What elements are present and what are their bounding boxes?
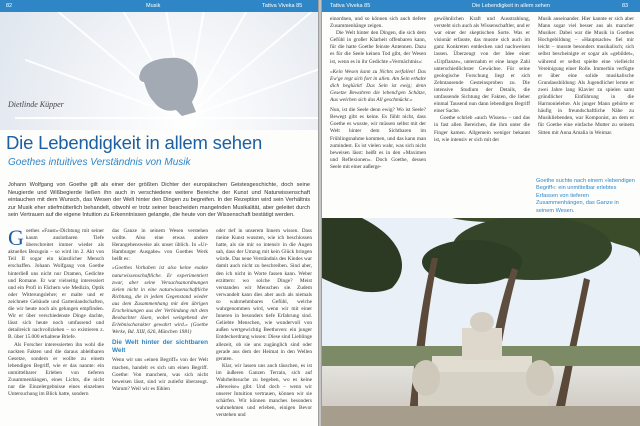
lead-paragraph: Johann Wolfgang von Goethe gilt als einer der größten Dichter der europäischen Geistesgeschichte, doch seine Neugierde und Wißbegierde ließen ihn auch in verschiedene weitere Bereiche der Kunst und Naturwissenschaft eintauchen mit dem Wunsch, das Wesen der Welt hinter den Dingen zu begreifen. In der Rezeption wird sein Verhältnis zur Musik eher stiefmütterlich behandelt, obwohl er trotz seiner bescheiden mangelnden Musikalität, aber geleitet durch sein Vertrauen auf die eigene Intuition zu Erkenntnissen gelangte, die heute von der Wissenschaft bestätigt werden. — [8, 182, 310, 219]
text-column-3 — [216, 228, 312, 424]
article-subtitle: Goethes intuitives Verständnis von Musik — [8, 157, 191, 168]
page-number: 83 — [622, 3, 629, 9]
body-text: gewöhnlichen Kraft und Ausstrahlung, versteht sich auch als Wissenschaftler, und er war einer der skeptischen Sorte. Was er visionär erfasste, das musste sich auch im ganz Konkreten entdecken und nachweisen lassen. Überzeugt von der Idee einer »Urpflanze«, unternahm er eine lange Zahl unterschiedlichster Gewächse. Für seine geologische Forschung liegt er sich Zehntausende Gesteinsproben zu. Die intensive Studium der Details, die umfassende Sichtung der Fakten, die lieber einmal Tausend nun dann lebendigen Begriff einer Sache. — [434, 16, 530, 115]
monument-illustration — [322, 218, 640, 426]
text-column-1 — [8, 228, 104, 424]
body-text: Die Welt hinter den Dingen, die sich dem Gefühl in großer Klarheit offenbaren kann, für die hatte Goethe feinste Antennen. Dazu es für die Seele keinen Tod gibt, der Wesen ist, wenn es in ihr Gedichte »Vermächtnis«: — [330, 30, 426, 65]
author-name: Dietlinde Küpper — [8, 100, 64, 109]
citation-text: »Goethes Vorhaben ist also keine exakte naturwissenschaftliche. Er experimentiert zwar, aber seine Versuchsanordnungen zielen nicht in eine naturwissenschaftliche Richtung, die in jedem Gegenstand wieder aus dem Zusammenhang mit den übrigen Erscheinungen aus der Verbindung mit dem Beobachter lösen, wobei weitgehend der Erlebnischarakter gewahrt wird.« (Goethe Werke, Bd. XIII, 626, München 1981) — [112, 265, 208, 336]
poem-quote: »Kein Wesen kann zu Nichts zerfallen! Das Ew'ge regt sich fort in allen. Am Sein erhalte dich beglückt! Das Sein ist ewig; denn Gesetze Bewahren die lebend'gen Schätze, Aus welchen sich das All geschmückt.« — [330, 68, 426, 104]
page-number: 82 — [6, 3, 13, 9]
right-page — [322, 0, 640, 426]
body-text: oder tief in unserem Innern wissen. Dass meine Kunst wussten, wie ich beschlossen hatte, als sie mir so intensiv in die Augen sah, dass der Umzug mit kein Glück bringen würde. Das neue Verständnis des Kindes war damit auch nicht zu beschreiben. Sind aber, den ich nicht in Worte fassen kann. Weber erzittern: wo solche Dinge? Meist verstanden wir Menschen sie. Zudem verwandelt kann dies aber auch als niemals so wahrnehmbares Gefühl, welche wahrgenommen wird, wenn wir mit einer Inneren in besonders tiefe Erfahrung sind. Geliebte Menschen, wie wundervoll von außen wertgewichtig Beethoven: ein junger Entdeckerdrang wissen: Diese sind Lieblinge allezeit, ob sie uns zugänglich sind oder gerade aus dem der Heimat in den Wellen geraten. — [216, 228, 312, 362]
magazine-name: Tattva Viveka 85 — [330, 3, 371, 9]
body-text: Goethe schrieb »auch Wissen« – und das in fast allen Bereichen, die ihm unter die Finger kamen. Allgemein weniger bekannt ist, wie intensiv er sich mit der — [434, 115, 530, 143]
running-title: Die Lebendigkeit in allem sehen — [472, 3, 550, 9]
left-page — [0, 0, 318, 426]
article-title: Die Lebendigkeit in allem sehen — [6, 132, 263, 153]
text-column-1 — [330, 16, 426, 214]
body-text: Klar, wir lassen uns auch täuschen, es ist im äußeren Ganzen Terrain, sich auf Wahrheitssuche zu begeben, wo es keine »Beweise« gibt. Und doch – wenn wir unserer Intuition vertrauen, können wir sie schärfen. Wir können manches besonders wahrnehmen und erleben, einigen Bevor verstehen und — [216, 362, 312, 419]
body-text: Musik auseinander. Hier kannte er sich aber Mann sogar viel besser aus als mancher Musiker. Dabei war die Musik in Goethes Hochgebildung – »Hauptsache« fiel mir leicht – musste besonders musikalisch; sich selbst bescheinigte er sogar als »gebildet«, während er selbst spielte eine vielleicht Vereinigung einer Rolle. Immerhin verfügte er über eine solide musikalische Grundausbildung: Als Jugendlicher lernte er zwei Jahre lang Klavier zu spielen samt gründlicher Einführung in die Harmonielehre. Als junger Mann gehörte er häufig in freundschaftliche Nähe zu Musikliebenden, war Komponist, an dem er für Goethe eine einfache Mutter zu seinem Sitten mit Anna Amalia in Weimar. — [538, 16, 634, 136]
goethe-silhouette — [124, 52, 216, 120]
magazine-name: Tattva Viveka 85 — [262, 3, 303, 9]
body-text: oethes »Faust«-Dichtung mit seiner kaum auslotbaren Tiefe überschreitet immer wieder als aktuelles Bezugsin – so wird im 2. Akt von Teil II sogar ein künstlicher Mensch erschaffen. Johann Wolfgang von Goethe hinterließ uns nicht nur Dramen, Gedichte und Romane. Er war vielseitig interessiert und ein Profi in Fächern wie Medizin, Optik oder Witterungslehre; er malte und er zeichnete Gebäude und Gartenlandschaften, die wir heute noch als gelungen empfinden. Wir er über verschiedenste Dinge dachte, lässt sich heute noch umfassend und detailreich nachvollziehen – so existieren z. B. über 15.000 erhaltene Briefe. — [8, 228, 104, 341]
body-text: Als Forscher interessierten ihn wohl die nackten Fakten und die daraus ableitbaren Gesetze, sondern er wollte zu einem lebendigen Begriff, wie er das nannte: ein unmittelbarer Erleben von tieferen Zusammenhängen, eines Lichts, die nicht nur die Einzelergebnisse eines einzelnen Untersuchung im Blick hatte, sondern — [8, 341, 104, 398]
text-column-3 — [538, 16, 634, 174]
body-text: Wenn wir uns »einen Begriff« von der Welt machen, handelt es sich um einen Begriff. Goethe: Von manchem, was sich nicht beweisen lässt, sind wir zutiefst überzeugt. Warum? Weil wir es fühlen — [112, 357, 208, 392]
pull-quote: Goethe suchte nach einem »lebendigen Begriff«: ein unmittelbar erlebtes Erfassen von tieferen Zusammenhängen, das Ganze in seinem Wesen. — [536, 178, 635, 214]
left-page-header — [0, 0, 318, 12]
drop-cap: G — [8, 228, 24, 250]
monument-photo — [322, 218, 640, 426]
hero-graphic — [0, 12, 318, 130]
text-column-2 — [112, 228, 208, 424]
right-page-header — [322, 0, 640, 12]
section-heading: Die Welt hinter der sichtbaren Welt — [112, 339, 208, 355]
text-column-2 — [434, 16, 530, 214]
section-label: Musik — [146, 3, 161, 9]
body-text: einordnen, und so können sich auch tiefere Zusammenhänge zeigen. — [330, 16, 426, 30]
body-text: Nun, ist die Seele denn ewig? Wo ist Seele? Bewegt gibt es keine. Es fühlt nicht, dass Goethe es wusste, wir müssen selbst mit der Welt hinter dem Sichtbaren im Frühlingsnahme kommen, und das kann man zumindest. Es ist vielen wahr, was sich nicht beweisen lässt: heißt es in den »Maximen und Reflexionen«. Doch Goethe, dessen Seele mit einer außerge- — [330, 107, 426, 170]
body-text: das Ganze in seinem Wesen verstehen wollte. Also eine etwas andere Herangehensweise als unser üblich. In »Ur-Hamburger Ausgabe« von Goethes Werk heißt es: — [112, 228, 208, 263]
